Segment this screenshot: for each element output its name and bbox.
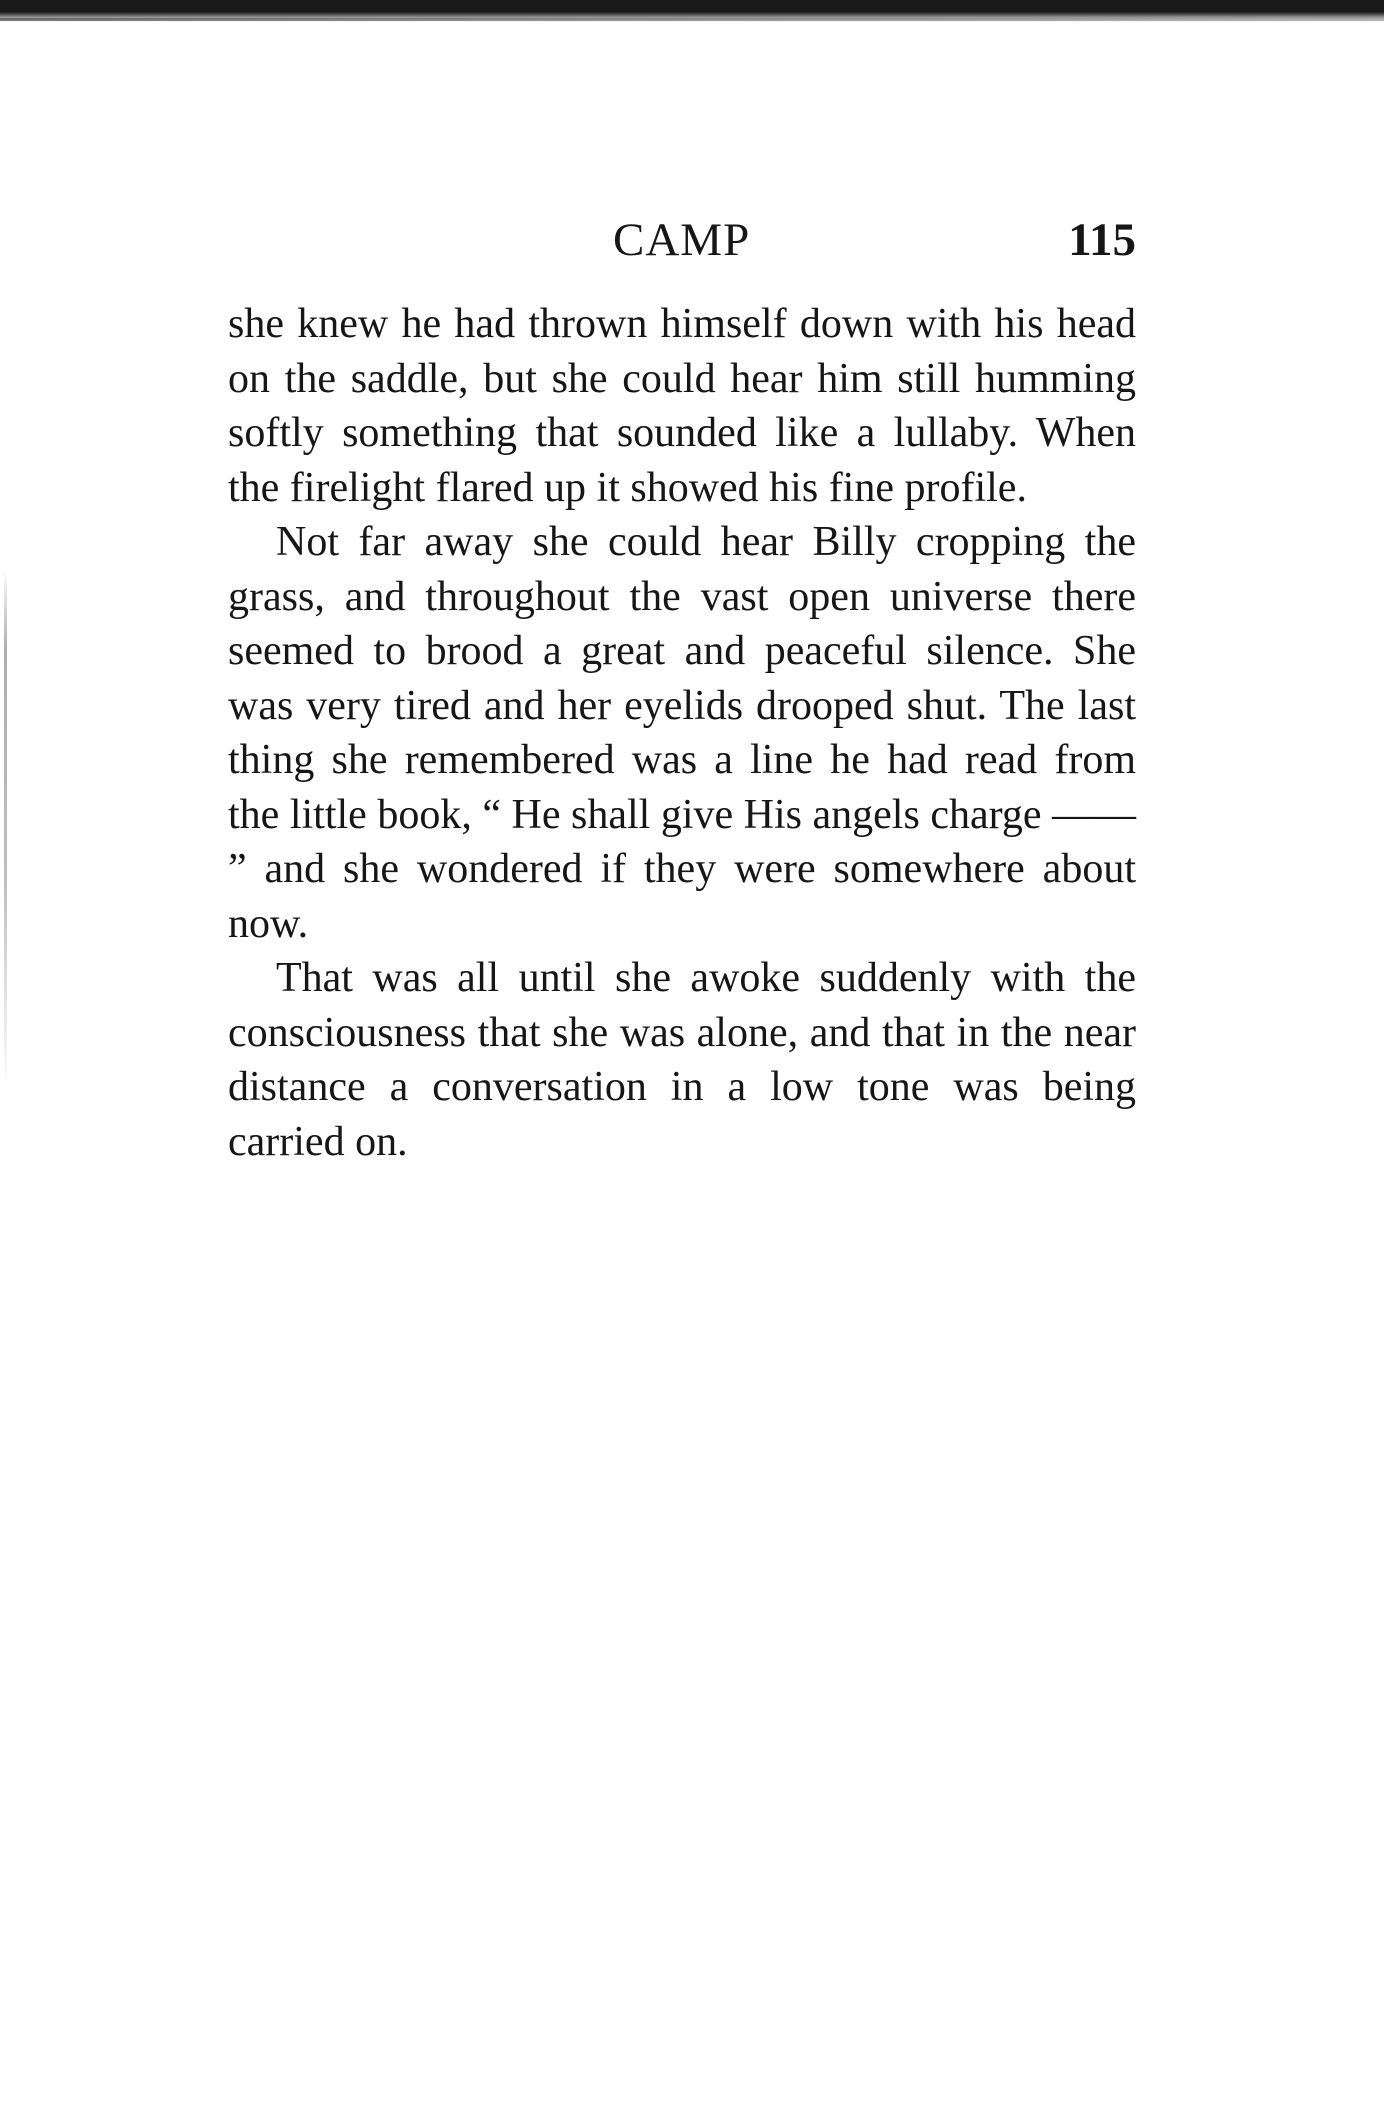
paragraph: she knew he had thrown himself down with his head on the saddle, but she could hear him still humming softly something that sounded like a lullaby. When the firelight flared up it showed his fine profile. — [228, 301, 1136, 511]
running-head — [228, 205, 1136, 275]
running-title: CAMP — [613, 214, 751, 266]
binding-edge-mark — [4, 570, 7, 1090]
top-edge-line — [0, 18, 1384, 21]
paragraph: That was all until she awoke suddenly with the consciousness that she was alone, and that in the near distance a conversation in a low tone was being carried on. — [228, 955, 1136, 1165]
page-number: 115 — [1068, 214, 1136, 266]
paragraph: Not far away she could hear Billy cropping the grass, and throughout the vast open universe there seemed to brood a great and peaceful silence. She was very tired and her eyelids drooped shut. The last thing she remembered was a line he had read from the little book, “ He shall give His angels charge —— ” and she wondered if they were somewhere about now. — [228, 519, 1136, 947]
body-text — [228, 297, 1136, 1169]
